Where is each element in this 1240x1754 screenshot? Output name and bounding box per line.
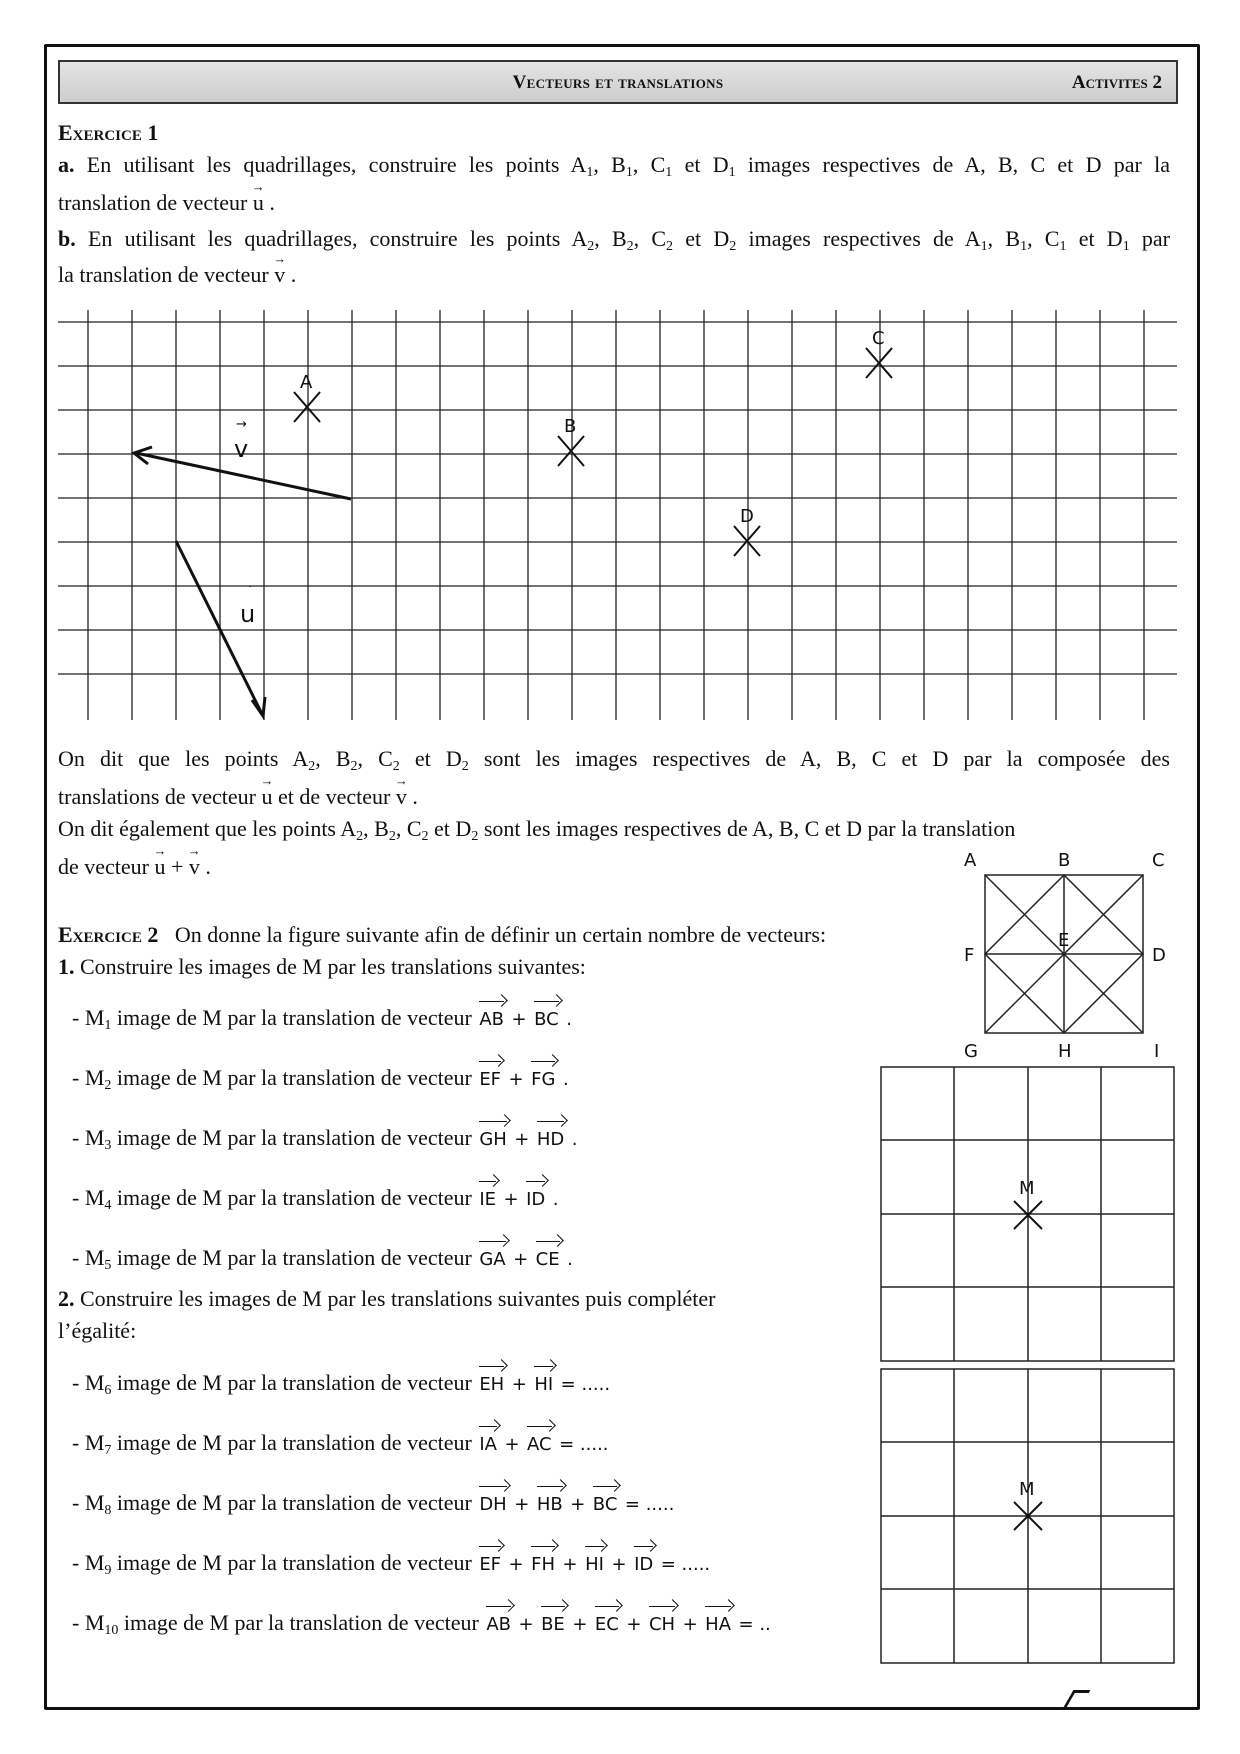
ex1-a-text1: En utilisant les quadrillages, construire les points A [86,152,587,177]
fig-label-I: I [1154,1041,1160,1062]
exercise-1-title: Exercice 1 [58,120,159,145]
ex1-p1a: On dit que les points A [58,746,309,771]
ex1-question-b-line1: b. En utilisant les quadrillages, construire les points $A_2$, $B_2$, $C_2$ et $D_2$ images respectives de $A_1$, $B_1$, $C_1$ et $D_1$ par [58,226,1171,254]
label-u: u [240,600,256,628]
label-v: v [234,435,249,463]
vector-ec: EC [594,1614,619,1635]
vector-ab: AB [479,1009,504,1030]
ex1-a-label: a. [58,152,75,177]
ex1-p1d: et de vecteur [277,784,391,809]
translation-item: - $M_3$ image de M par la translation de vecteur GH + HD . [72,1125,578,1153]
vector-dh: DH [479,1494,507,1515]
vector-ce: CE [535,1249,560,1270]
ex2-q1-text: Construire les images de M par les translations suivantes: [80,954,586,979]
header-title: Vecteurs et translations [512,72,724,93]
ex1-question-b-line2: la translation de vecteur → v . [58,262,296,288]
ex2-intro: On donne la figure suivante afin de définir un certain nombre de vecteurs: [174,922,827,947]
vector-ac: AC [527,1434,552,1455]
fig-label-C: C [1152,850,1165,871]
ex1-question-a-line1: a. En utilisant les quadrillages, construire les points $A_1$, $B_1$, $C_1$ et $D_1$ images respectives de A, B, C et D par la [58,152,1170,180]
translation-item: - $M_2$ image de M par la translation de vecteur EF + FG . [72,1065,569,1093]
ex1-p1c: translations de vecteur [58,784,256,809]
ex1-a-text2: images respectives de A, B, C et D par la [747,152,1170,177]
vector-be: BE [541,1614,565,1635]
vector-ga: GA [479,1249,506,1270]
ex1-paragraph-2-line2: de vecteur → u + → v . [58,854,211,880]
vector-ef: EF [479,1069,502,1090]
item-tail: . [571,1129,578,1150]
ex2-q2-text1: Construire les images de M par les translations suivantes puis compléter [80,1286,716,1311]
ex1-b-label: b. [58,226,76,251]
fig-label-G: G [964,1041,978,1062]
label-D: D [740,506,754,527]
ex1-b-text1: En utilisant les quadrillages, construire les points A [87,226,588,251]
vector-ia: IA [479,1434,497,1455]
label-C: C [872,328,885,349]
item-tail: = .. [738,1614,771,1635]
label-B: B [564,416,577,437]
ex1-b-line2: la translation de vecteur [58,262,269,287]
ex1-p2c: de vecteur [58,854,149,879]
fig-label-H: H [1058,1041,1072,1062]
vector-u-inline: → u [155,854,166,880]
vector-bc: BC [534,1009,559,1030]
ex2-question-2-line1 [58,1286,715,1312]
vector-v-inline: → v [396,784,407,810]
vector-u-inline: → u [261,784,272,810]
ex1-paragraph-1-line2: translations de vecteur → u et de vecteur → v . [58,784,418,810]
translation-item: - $M_4$ image de M par la translation de vecteur IE + ID . [72,1185,559,1213]
fig-label-B: B [1058,850,1071,871]
ex2-question-1 [58,954,586,980]
item-tail: . [566,1009,572,1030]
translation-item: - $M_9$ image de M par la translation de vecteur EF + FH + HI + ID = ..... [72,1550,711,1578]
ex2-question-2-line2: l’égalité: [58,1318,137,1343]
translation-item: - $M_{10}$ image de M par la translation de vecteur AB + BE + EC + CH + HA = .. [72,1610,771,1638]
ex1-paragraph-1-line1: On dit que les points $A_2$, $B_2$, $C_2$ et $D_2$ sont les images respectives de A, B, C et D par la composée des [58,746,1170,774]
header-activity: Activites 2 [1071,72,1162,93]
ex2-q2-label: 2. [58,1286,75,1311]
fig-label-E: E [1058,930,1070,951]
fig-label-F: F [964,945,975,966]
translation-item: - $M_5$ image de M par la translation de vecteur GA + CE . [72,1245,573,1273]
translation-item: - $M_7$ image de M par la translation de vecteur IA + AC = ..... [72,1430,609,1458]
vector-fh: FH [531,1554,556,1575]
vector-ef: EF [479,1554,502,1575]
vector-v-inline: → v [189,854,200,880]
translation-item: - $M_8$ image de M par la translation de vecteur DH + HB + BC = ..... [72,1490,675,1518]
vector-ch: CH [648,1614,676,1635]
label-A: A [300,372,313,393]
vector-hd: HD [536,1129,565,1150]
vector-id: ID [526,1189,546,1210]
ex2-heading [58,922,826,948]
label-M-2: M [1019,1479,1035,1500]
label-v-arrow: → [236,417,247,432]
exercise-2-title: Exercice 2 [58,922,159,947]
vector-bc: BC [592,1494,618,1515]
vector-eh: EH [479,1374,505,1395]
label-M-1: M [1019,1178,1035,1199]
vector-hi: HI [534,1374,554,1395]
vector-fg: FG [531,1069,556,1090]
ex1-question-a-line2: translation de vecteur → u . [58,190,275,216]
vector-ab: AB [486,1614,511,1635]
label-u-dot: ˙ [247,585,254,600]
ex2-q1-label: 1. [58,954,75,979]
item-tail: . [562,1069,569,1090]
ex1-p2a: On dit également que les points A [58,816,357,841]
item-tail: . [552,1189,559,1210]
vector-id: ID [634,1554,654,1575]
ex1-p2b: sont les images respectives de A, B, C et D par la translation [483,816,1016,841]
translation-item: - $M_6$ image de M par la translation de vecteur EH + HI = ..... [72,1370,611,1398]
item-tail: = ..... [560,1374,611,1395]
item-tail: = ..... [660,1554,711,1575]
vector-hi: HI [585,1554,604,1575]
fig-label-D: D [1152,945,1166,966]
vector-gh: GH [479,1129,507,1150]
fig-label-A: A [964,850,977,871]
ex1-paragraph-2-line1: On dit également que les points $A_2$, $B_2$, $C_2$ et $D_2$ sont les images respectives de A, B, C et D par la translation [58,816,1016,844]
item-tail: = ..... [559,1434,609,1455]
vector-ha: HA [705,1614,732,1635]
vector-hb: HB [536,1494,563,1515]
ex1-p1b: sont les images respectives de A, B, C et D par la composée des [483,746,1170,771]
ex1-a-line2: translation de vecteur [58,190,248,215]
ex1-b-text2: images respectives de A [748,226,981,251]
item-tail: = ..... [624,1494,675,1515]
vector-v-inline: → v [274,262,285,288]
vector-u-inline: → u [253,190,264,216]
item-tail: . [567,1249,573,1270]
translation-item: - $M_1$ image de M par la translation de vecteur AB + BC . [72,1005,572,1033]
vector-ie: IE [479,1189,496,1210]
